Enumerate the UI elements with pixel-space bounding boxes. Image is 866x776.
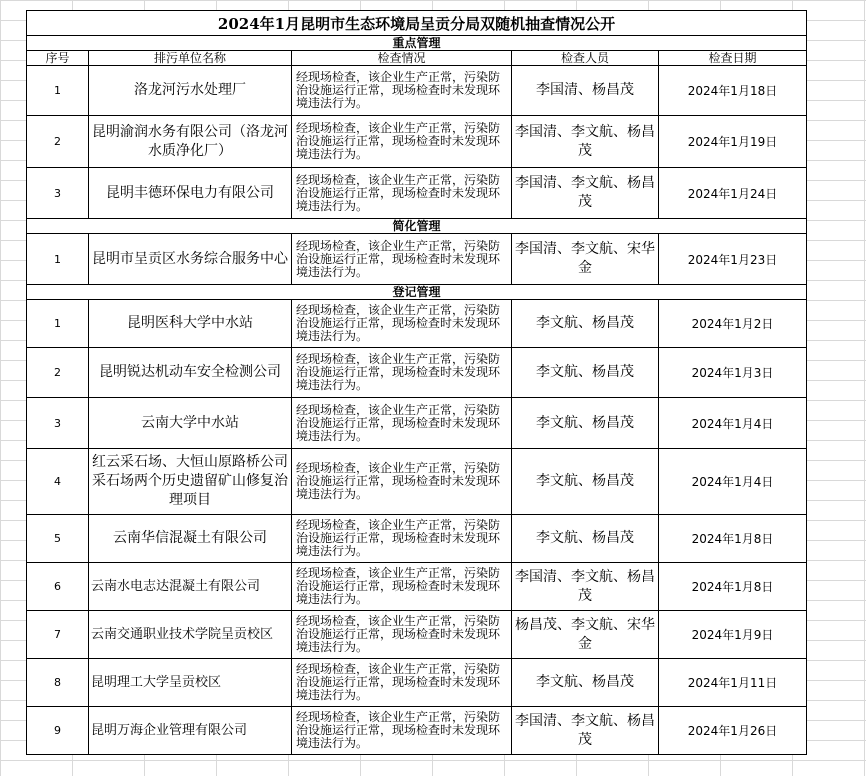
table-row xyxy=(27,515,807,563)
cell-date[interactable]: 2024年1月4日 xyxy=(659,449,807,515)
cell-date[interactable]: 2024年1月2日 xyxy=(659,300,807,348)
cell-situation[interactable]: 经现场检查，该企业生产正常，污染防治设施运行正常，现场检查时未发现环境违法行为。 xyxy=(292,398,512,449)
cell-unit[interactable]: 云南水电志达混凝土有限公司 xyxy=(89,563,292,611)
cell-date[interactable]: 2024年1月8日 xyxy=(659,563,807,611)
cell-date[interactable]: 2024年1月24日 xyxy=(659,168,807,219)
cell-date[interactable]: 2024年1月3日 xyxy=(659,348,807,398)
cell-no[interactable]: 2 xyxy=(27,116,89,168)
table-row xyxy=(27,563,807,611)
cell-date[interactable]: 2024年1月18日 xyxy=(659,66,807,116)
cell-situation[interactable]: 经现场检查，该企业生产正常，污染防治设施运行正常，现场检查时未发现环境违法行为。 xyxy=(292,168,512,219)
header-no[interactable]: 序号 xyxy=(27,51,89,66)
section-header[interactable]: 登记管理 xyxy=(27,285,807,300)
cell-date[interactable]: 2024年1月19日 xyxy=(659,116,807,168)
cell-date[interactable]: 2024年1月26日 xyxy=(659,707,807,755)
table-row xyxy=(27,66,807,116)
cell-inspector[interactable]: 李文航、杨昌茂 xyxy=(512,515,659,563)
cell-inspector[interactable]: 李文航、杨昌茂 xyxy=(512,659,659,707)
cell-no[interactable]: 1 xyxy=(27,234,89,285)
cell-inspector[interactable]: 李文航、杨昌茂 xyxy=(512,300,659,348)
cell-unit[interactable]: 昆明医科大学中水站 xyxy=(89,300,292,348)
table-row xyxy=(27,348,807,398)
cell-no[interactable]: 9 xyxy=(27,707,89,755)
cell-unit[interactable]: 云南交通职业技术学院呈贡校区 xyxy=(89,611,292,659)
cell-inspector[interactable]: 李国清、杨昌茂 xyxy=(512,66,659,116)
cell-no[interactable]: 8 xyxy=(27,659,89,707)
cell-inspector[interactable]: 杨昌茂、李文航、宋华金 xyxy=(512,611,659,659)
cell-unit[interactable]: 云南大学中水站 xyxy=(89,398,292,449)
cell-no[interactable]: 3 xyxy=(27,168,89,219)
cell-inspector[interactable]: 李国清、李文航、杨昌茂 xyxy=(512,707,659,755)
header-inspector[interactable]: 检查人员 xyxy=(512,51,659,66)
cell-date[interactable]: 2024年1月23日 xyxy=(659,234,807,285)
cell-inspector[interactable]: 李国清、李文航、杨昌茂 xyxy=(512,563,659,611)
cell-situation[interactable]: 经现场检查，该企业生产正常，污染防治设施运行正常，现场检查时未发现环境违法行为。 xyxy=(292,659,512,707)
cell-date[interactable]: 2024年1月11日 xyxy=(659,659,807,707)
cell-inspector[interactable]: 李国清、李文航、杨昌茂 xyxy=(512,116,659,168)
cell-inspector[interactable]: 李国清、李文航、宋华金 xyxy=(512,234,659,285)
cell-unit[interactable]: 昆明丰德环保电力有限公司 xyxy=(89,168,292,219)
header-situation[interactable]: 检查情况 xyxy=(292,51,512,66)
cell-unit[interactable]: 昆明理工大学呈贡校区 xyxy=(89,659,292,707)
cell-unit[interactable]: 昆明万海企业管理有限公司 xyxy=(89,707,292,755)
table-row xyxy=(27,449,807,515)
cell-date[interactable]: 2024年1月8日 xyxy=(659,515,807,563)
cell-unit[interactable]: 昆明锐达机动车安全检测公司 xyxy=(89,348,292,398)
cell-no[interactable]: 1 xyxy=(27,66,89,116)
sheet-title[interactable]: 2024年1月昆明市生态环境局呈贡分局双随机抽查情况公开 xyxy=(27,11,807,36)
cell-no[interactable]: 5 xyxy=(27,515,89,563)
cell-unit[interactable]: 昆明渝润水务有限公司（洛龙河水质净化厂） xyxy=(89,116,292,168)
cell-inspector[interactable]: 李国清、李文航、杨昌茂 xyxy=(512,168,659,219)
table-row xyxy=(27,168,807,219)
table-row xyxy=(27,707,807,755)
cell-situation[interactable]: 经现场检查，该企业生产正常，污染防治设施运行正常，现场检查时未发现环境违法行为。 xyxy=(292,66,512,116)
cell-situation[interactable]: 经现场检查，该企业生产正常，污染防治设施运行正常，现场检查时未发现环境违法行为。 xyxy=(292,234,512,285)
cell-no[interactable]: 6 xyxy=(27,563,89,611)
cell-no[interactable]: 4 xyxy=(27,449,89,515)
table-row xyxy=(27,300,807,348)
header-unit[interactable]: 排污单位名称 xyxy=(89,51,292,66)
cell-situation[interactable]: 经现场检查，该企业生产正常，污染防治设施运行正常，现场检查时未发现环境违法行为。 xyxy=(292,300,512,348)
cell-no[interactable]: 1 xyxy=(27,300,89,348)
cell-unit[interactable]: 云南华信混凝土有限公司 xyxy=(89,515,292,563)
cell-inspector[interactable]: 李文航、杨昌茂 xyxy=(512,449,659,515)
cell-no[interactable]: 2 xyxy=(27,348,89,398)
cell-situation[interactable]: 经现场检查，该企业生产正常，污染防治设施运行正常，现场检查时未发现环境违法行为。 xyxy=(292,563,512,611)
cell-no[interactable]: 3 xyxy=(27,398,89,449)
cell-unit[interactable]: 昆明市呈贡区水务综合服务中心 xyxy=(89,234,292,285)
cell-situation[interactable]: 经现场检查，该企业生产正常，污染防治设施运行正常，现场检查时未发现环境违法行为。 xyxy=(292,707,512,755)
table-row xyxy=(27,659,807,707)
header-date[interactable]: 检查日期 xyxy=(659,51,807,66)
cell-situation[interactable]: 经现场检查，该企业生产正常，污染防治设施运行正常，现场检查时未发现环境违法行为。 xyxy=(292,515,512,563)
cell-date[interactable]: 2024年1月9日 xyxy=(659,611,807,659)
cell-unit[interactable]: 洛龙河污水处理厂 xyxy=(89,66,292,116)
table-row xyxy=(27,116,807,168)
cell-unit[interactable]: 红云采石场、大恒山原路桥公司采石场两个历史遗留矿山修复治理项目 xyxy=(89,449,292,515)
section-header[interactable]: 重点管理 xyxy=(27,36,807,51)
cell-situation[interactable]: 经现场检查，该企业生产正常，污染防治设施运行正常，现场检查时未发现环境违法行为。 xyxy=(292,348,512,398)
cell-no[interactable]: 7 xyxy=(27,611,89,659)
section-header[interactable]: 简化管理 xyxy=(27,219,807,234)
table-row xyxy=(27,398,807,449)
table-row xyxy=(27,234,807,285)
table-row xyxy=(27,611,807,659)
cell-situation[interactable]: 经现场检查，该企业生产正常，污染防治设施运行正常，现场检查时未发现环境违法行为。 xyxy=(292,449,512,515)
cell-inspector[interactable]: 李文航、杨昌茂 xyxy=(512,398,659,449)
cell-inspector[interactable]: 李文航、杨昌茂 xyxy=(512,348,659,398)
inspection-table xyxy=(26,10,807,755)
cell-situation[interactable]: 经现场检查，该企业生产正常，污染防治设施运行正常，现场检查时未发现环境违法行为。 xyxy=(292,116,512,168)
cell-date[interactable]: 2024年1月4日 xyxy=(659,398,807,449)
cell-situation[interactable]: 经现场检查，该企业生产正常，污染防治设施运行正常，现场检查时未发现环境违法行为。 xyxy=(292,611,512,659)
